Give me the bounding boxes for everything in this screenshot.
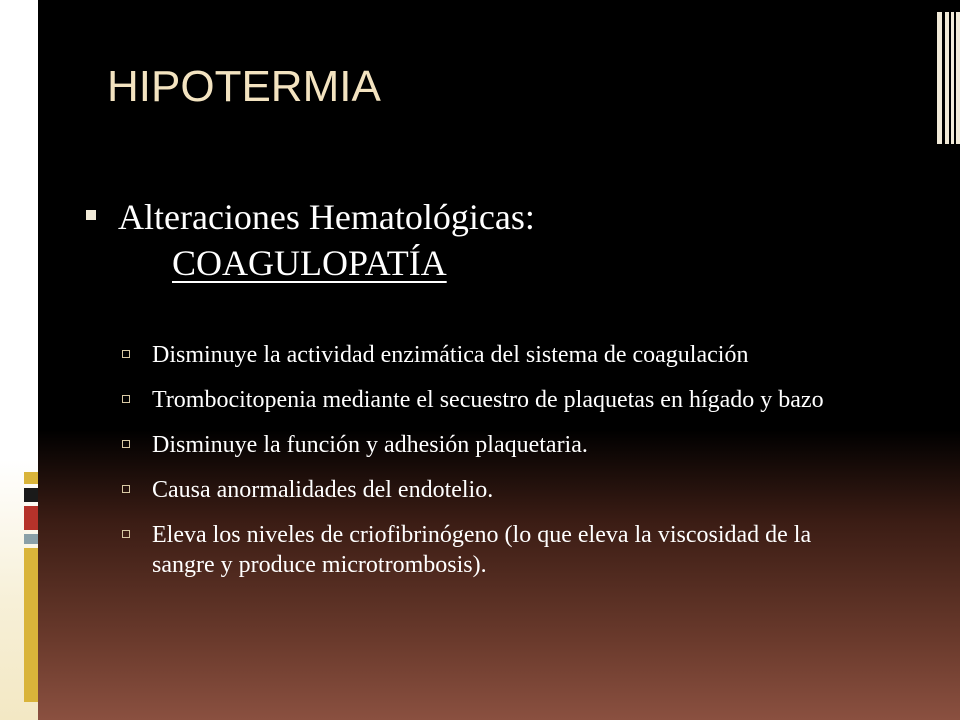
sub-bullet-text: Trombocitopenia mediante el secuestro de plaquetas en hígado y bazo [152, 387, 824, 413]
hollow-square-bullet-icon [122, 485, 130, 493]
sub-bullet-text: Causa anormalidades del endotelio. [152, 477, 494, 503]
slide-title: HIPOTERMIA [107, 62, 381, 111]
hollow-square-bullet-icon [122, 395, 130, 403]
main-bullet-subtitle: COAGULOPATÍA [172, 243, 447, 283]
sub-bullet-text: Disminuye la función y adhesión plaquetaria. [152, 432, 588, 458]
main-bullet-text: Alteraciones Hematológicas: [118, 197, 535, 237]
hollow-square-bullet-icon [122, 440, 130, 448]
hollow-square-bullet-icon [122, 530, 130, 538]
sub-bullet [122, 475, 862, 505]
sub-bullet [122, 340, 862, 370]
square-bullet-icon [86, 210, 96, 220]
decorative-stripes-left [24, 472, 38, 702]
decorative-stripes-top-right [937, 12, 960, 144]
hollow-square-bullet-icon [122, 350, 130, 358]
sub-bullet-list [122, 340, 862, 595]
sub-bullet-text: Eleva los niveles de criofibrinógeno (lo que eleva la viscosidad de la sangre y produce microtrombosis). [152, 522, 812, 578]
sub-bullet [122, 385, 862, 415]
sub-bullet [122, 430, 862, 460]
sub-bullet-text: Disminuye la actividad enzimática del sistema de coagulación [152, 342, 749, 368]
sub-bullet [122, 520, 862, 580]
